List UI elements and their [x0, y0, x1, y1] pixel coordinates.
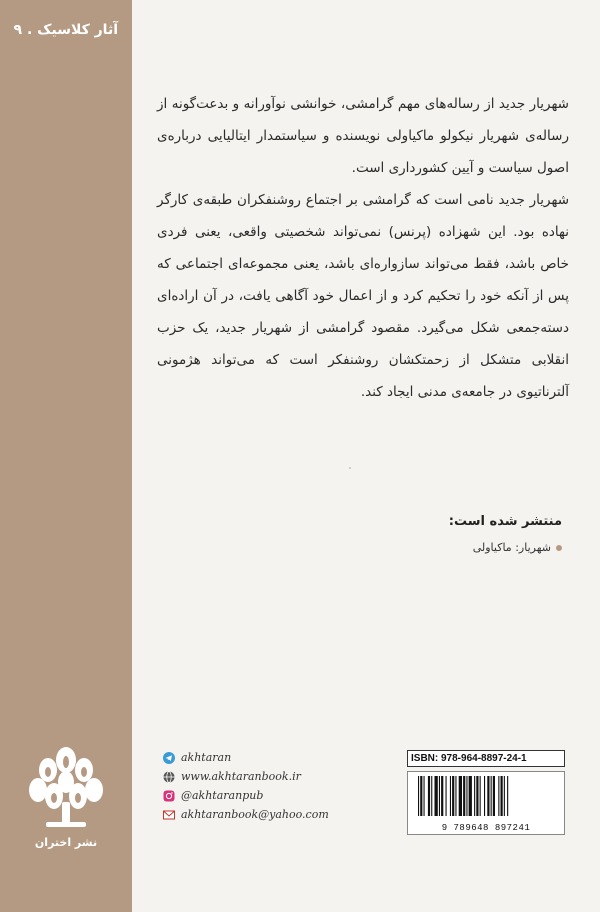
- barcode-bar: [441, 776, 443, 816]
- publisher-name: نشر اختران: [34, 836, 98, 849]
- contact-text: @akhtaranpub: [181, 789, 264, 802]
- barcode-bar: [498, 776, 499, 816]
- barcode-bar: [435, 776, 438, 816]
- barcode-bar: [501, 776, 503, 816]
- spine-band: [0, 0, 132, 912]
- contact-email[interactable]: [163, 805, 383, 824]
- contact-text: akhtaranbook@yahoo.com: [181, 808, 329, 821]
- telegram-icon: [163, 752, 175, 764]
- barcode-bar: [480, 776, 481, 816]
- barcode-bar: [466, 776, 467, 816]
- barcode: [407, 771, 565, 835]
- contact-instagram[interactable]: [163, 786, 383, 805]
- barcode-bar: [487, 776, 489, 816]
- barcode-bar: [493, 776, 495, 816]
- barcode-bar: [455, 776, 456, 816]
- series-title: آثار کلاسیک . ۹: [13, 22, 118, 38]
- bullet-icon: [556, 545, 562, 551]
- book-description: [157, 88, 569, 408]
- description-paragraph: شهریار جدید نامی است که گرامشی بر اجتماع روشنفکران طبقه‌ی کارگر نهاده بود. این شهزاده (پرنس) نمی‌تواند شخصیتی واقعی، یعنی فردی خاص باشد، فقط می‌تواند سازواره‌ای باشد، یعنی مجموعه‌ای اجتماعی که پس از آنکه خود را تحکیم کرد و از اعمال خود آگاهی یافت، در آن اراده‌ای دسته‌جمعی شکل می‌گیرد. مقصود گرامشی از شهریار جدید، یک حزب انقلابی متشکل از زحمتکشان روشنفکر است که می‌تواند هژمونی آلترناتیوی در جامعه‌ی مدنی ایجاد کند.: [157, 192, 569, 400]
- barcode-bars: [408, 772, 564, 822]
- email-icon: [163, 809, 175, 821]
- barcode-bar: [469, 776, 472, 816]
- barcode-bar: [504, 776, 505, 816]
- barcode-bar: [484, 776, 485, 816]
- barcode-bar: [428, 776, 430, 816]
- instagram-icon: [163, 790, 175, 802]
- contact-text: akhtaran: [181, 751, 232, 764]
- barcode-bar: [491, 776, 492, 816]
- barcode-bar: [507, 776, 508, 816]
- barcode-bar: [459, 776, 462, 816]
- barcode-bar: [439, 776, 440, 816]
- barcode-bar: [476, 776, 478, 816]
- barcode-bar: [474, 776, 475, 816]
- barcode-bar: [418, 776, 419, 816]
- published-list-item: [330, 541, 562, 554]
- barcode-bar: [446, 776, 447, 816]
- barcode-bar: [463, 776, 465, 816]
- contact-telegram[interactable]: [163, 748, 383, 767]
- barcode-bar: [450, 776, 451, 816]
- ornament-dot: [349, 467, 351, 469]
- isbn-label: ISBN: 978-964-8897-24-1: [407, 750, 565, 767]
- tree-logo-icon: [24, 746, 108, 832]
- published-title: شهریار: ماکیاولی: [472, 541, 551, 554]
- barcode-bar: [431, 776, 432, 816]
- isbn-block: [407, 750, 565, 835]
- barcode-digits: 9 789648 897241: [408, 823, 564, 833]
- barcode-bar: [452, 776, 454, 816]
- barcode-bar: [420, 776, 422, 816]
- contact-website[interactable]: [163, 767, 383, 786]
- globe-icon: [163, 771, 175, 783]
- contact-text: www.akhtaranbook.ir: [181, 770, 301, 783]
- barcode-bar: [424, 776, 425, 816]
- published-heading: منتشر شده است:: [448, 514, 562, 529]
- description-paragraph: شهریار جدید از رساله‌های مهم گرامشی، خوانشی نوآورانه و بدعت‌گونه از رساله‌ی شهریار نیکولو ماکیاولی نویسنده و سیاستمدار ایتالیایی درباره‌ی اصول سیاست و آیین کشورداری است.: [157, 96, 569, 176]
- contact-list: [163, 748, 383, 824]
- publisher-logo: [24, 746, 108, 856]
